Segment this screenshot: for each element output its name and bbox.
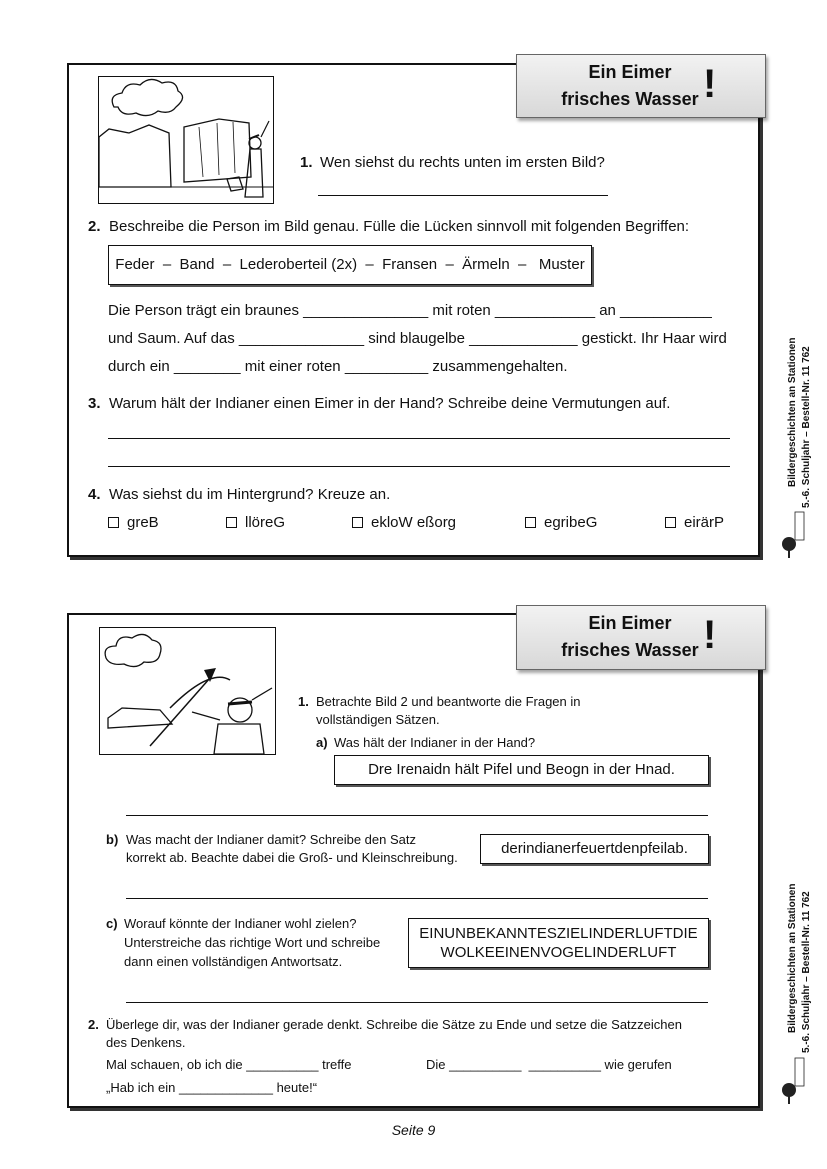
sentence-3[interactable]: „Hab ich ein _____________ heute!“ xyxy=(106,1080,318,1095)
cloze-line-2[interactable]: und Saum. Auf das _______________ sind blaugelbe _____________ gestickt. Ihr Haar wird xyxy=(108,330,727,347)
cloze-line-3[interactable]: durch ein ________ mit einer roten __________ zusammengehalten. xyxy=(108,358,568,375)
q3-answer-line-1[interactable] xyxy=(108,438,730,439)
q3-text: Warum hält der Indianer einen Eimer in der Hand? Schreibe deine Vermutungen auf. xyxy=(109,395,671,412)
q1-text: Wen siehst du rechts unten im ersten Bild? xyxy=(320,154,605,171)
sidebar-line-1: Bildergeschichten an Stationen xyxy=(787,883,798,1033)
q2-number: 2. xyxy=(88,218,101,235)
q1-text-line-1: Betrachte Bild 2 und beantworte die Fragen in xyxy=(316,694,581,709)
qc-text-line-3: dann einen vollständigen Antwortsatz. xyxy=(124,954,343,969)
qb-label: b) xyxy=(106,832,119,847)
checkbox[interactable] xyxy=(226,517,237,528)
q1-number: 1. xyxy=(298,694,309,709)
option-3[interactable]: ekloW eßorg xyxy=(352,514,456,532)
option-4[interactable]: egribeG xyxy=(525,514,597,532)
publisher-logo xyxy=(776,508,806,558)
sidebar-line-2: 5.-6. Schuljahr – Bestell-Nr. 11 762 xyxy=(801,891,812,1053)
q2-text-line-1: Überlege dir, was der Indianer gerade denkt. Schreibe die Sätze zu Ende und setze die Satzzeichen xyxy=(106,1017,682,1032)
qc-answer-line[interactable] xyxy=(126,1002,708,1003)
sentence-2[interactable]: Die __________ __________ wie gerufen xyxy=(426,1057,672,1072)
q4-text: Was siehst du im Hintergrund? Kreuze an. xyxy=(109,486,391,503)
checkbox[interactable] xyxy=(525,517,536,528)
option-2[interactable]: llöreG xyxy=(226,514,285,532)
page-number: Seite 9 xyxy=(391,1122,436,1138)
qc-text-line-2: Unterstreiche das richtige Wort und schreibe xyxy=(124,935,381,950)
sidebar-line-1: Bildergeschichten an Stationen xyxy=(787,337,798,487)
q2-text-line-2: des Denkens. xyxy=(106,1035,186,1050)
title-line-2: frisches Wasser xyxy=(561,640,699,660)
publisher-logo xyxy=(776,1054,806,1104)
q3-answer-line-2[interactable] xyxy=(108,466,730,467)
word-chain-box[interactable] xyxy=(408,918,709,968)
q2-number: 2. xyxy=(88,1017,99,1032)
exclamation-mark: ! xyxy=(703,613,717,657)
q1-number: 1. xyxy=(300,154,313,171)
q2-text: Beschreibe die Person im Bild genau. Fülle die Lücken sinnvoll mit folgenden Begriffen: xyxy=(109,218,690,235)
illustration-indian-with-bow xyxy=(99,627,276,755)
option-5[interactable]: eirärP xyxy=(665,514,724,532)
qb-text-line-1: Was macht der Indianer damit? Schreibe den Satz xyxy=(126,832,416,847)
sentence-1[interactable]: Mal schauen, ob ich die __________ treffe xyxy=(106,1057,352,1072)
q1-text-line-2: vollständigen Sätzen. xyxy=(316,712,440,727)
illustration-indian-with-bucket xyxy=(98,76,274,204)
word-chain-line-2: WOLKEEINENVOGELINDERLUFT xyxy=(440,944,677,961)
checkbox[interactable] xyxy=(352,517,363,528)
title-line-1: Ein Eimer xyxy=(588,613,672,633)
qb-text-line-2: korrekt ab. Beachte dabei die Groß- und Kleinschreibung. xyxy=(126,850,458,865)
q3-number: 3. xyxy=(88,395,101,412)
qc-text-line-1: Worauf könnte der Indianer wohl zielen? xyxy=(124,916,357,931)
qa-label: a) xyxy=(316,735,328,750)
sidebar-line-2: 5.-6. Schuljahr – Bestell-Nr. 11 762 xyxy=(801,346,812,508)
qb-answer-line[interactable] xyxy=(126,898,708,899)
qc-label: c) xyxy=(106,916,118,931)
exclamation-mark: ! xyxy=(703,62,717,106)
cloze-line-1[interactable]: Die Person trägt ein braunes _______________ mit roten ____________ an ___________ xyxy=(108,302,712,319)
word-bank-box: Feder – Band – Lederoberteil (2x) – Fransen – Ärmeln – Muster xyxy=(108,245,592,285)
checkbox[interactable] xyxy=(108,517,119,528)
q1-answer-line[interactable] xyxy=(318,195,608,196)
lowercase-sentence-box: derindianerfeuertdenpfeilab. xyxy=(480,834,709,864)
title-line-1: Ein Eimer xyxy=(588,62,672,82)
checkbox[interactable] xyxy=(665,517,676,528)
option-1[interactable]: greB xyxy=(108,514,159,532)
word-chain-line-1: EINUNBEKANNTESZIELINDERLUFTDIE xyxy=(419,925,698,942)
title-line-2: frisches Wasser xyxy=(561,89,699,109)
q4-number: 4. xyxy=(88,486,101,503)
scrambled-sentence-box: Dre Irenaidn hält Pifel und Beogn in der Hnad. xyxy=(334,755,709,785)
qa-text: Was hält der Indianer in der Hand? xyxy=(334,735,536,750)
qa-answer-line[interactable] xyxy=(126,815,708,816)
